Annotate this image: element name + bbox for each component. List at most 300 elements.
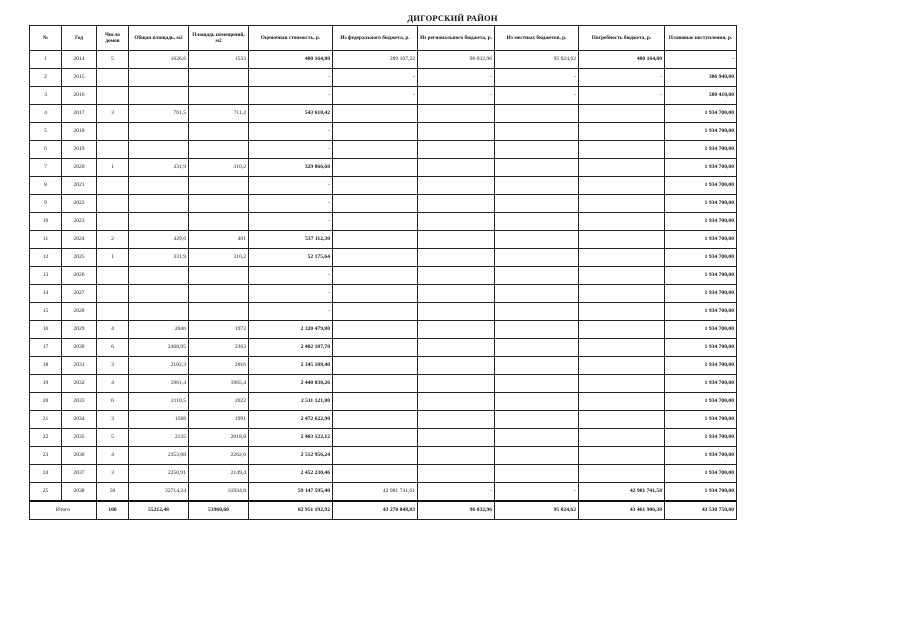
cell-need: [579, 105, 665, 123]
cell-need: [579, 465, 665, 483]
cell-local: [495, 267, 579, 285]
cell-n: 2: [30, 69, 62, 87]
table-row: [30, 195, 737, 213]
cell-federal: 42 981 741,61: [333, 483, 418, 502]
cell-need: [579, 339, 665, 357]
cell-houses: 6: [97, 393, 129, 411]
cell-year: 2025: [62, 249, 97, 267]
cell-area: [129, 87, 189, 105]
cell-need: [579, 411, 665, 429]
cell-local: [495, 231, 579, 249]
table-row: [30, 51, 737, 69]
cell-federal: 289 107,22: [333, 51, 418, 69]
cell-houses: [97, 285, 129, 303]
cell-plan: 1 934 700,00: [665, 375, 737, 393]
cell-regional: [418, 411, 495, 429]
cell-plan: 1 934 700,00: [665, 285, 737, 303]
cell-year: 2029: [62, 321, 97, 339]
cell-cost: -: [249, 141, 333, 159]
page-title: ДИГОРСКИЙ РАЙОН: [407, 13, 498, 23]
cell-n: 7: [30, 159, 62, 177]
table-row: [30, 141, 737, 159]
cell-houses: [97, 213, 129, 231]
col-federal-header: Из федерального бюджета, р.: [333, 26, 418, 51]
cell-need: [579, 285, 665, 303]
cell-houses: 5: [97, 51, 129, 69]
cell-federal: [333, 393, 418, 411]
cell-area: 1961,4: [129, 375, 189, 393]
cell-federal: [333, 141, 418, 159]
cell-cost: 2 345 108,40: [249, 357, 333, 375]
cell-houses: 5: [97, 429, 129, 447]
cell-federal: [333, 465, 418, 483]
cell-cost: -: [249, 285, 333, 303]
cell-houses: 1: [97, 159, 129, 177]
cell-year: 2023: [62, 213, 97, 231]
table-row: [30, 105, 737, 123]
cell-federal: [333, 357, 418, 375]
cell-regional: [418, 267, 495, 285]
cell-local: -: [495, 69, 579, 87]
cell-plan: 1 934 700,00: [665, 483, 737, 502]
table-row: [30, 357, 737, 375]
cell-houses: 50: [97, 483, 129, 502]
cell-cost: 59 147 595,40: [249, 483, 333, 502]
cell-year: 2015: [62, 69, 97, 87]
cell-year: 2032: [62, 375, 97, 393]
cell-n: 23: [30, 447, 62, 465]
total-row: [30, 501, 737, 520]
cell-n: 18: [30, 357, 62, 375]
table-row: [30, 321, 737, 339]
cell-n: 5: [30, 123, 62, 141]
table-row: [30, 483, 737, 502]
cell-federal: [333, 375, 418, 393]
cell-federal: [333, 411, 418, 429]
cell-n: 20: [30, 393, 62, 411]
cell-cost: -: [249, 213, 333, 231]
cell-need: [579, 141, 665, 159]
cell-premises: 1965,4: [189, 375, 249, 393]
cell-year: 2024: [62, 231, 97, 249]
cell-year: 2036: [62, 447, 97, 465]
total-area: 55212,48: [129, 501, 189, 520]
cell-federal: -: [333, 87, 418, 105]
cell-premises: 2262,6: [189, 447, 249, 465]
cell-local: [495, 213, 579, 231]
cell-regional: [418, 447, 495, 465]
cell-plan: 1 934 700,00: [665, 249, 737, 267]
cell-regional: [418, 285, 495, 303]
cell-n: 13: [30, 267, 62, 285]
cell-n: 19: [30, 375, 62, 393]
cell-year: 2027: [62, 285, 97, 303]
cell-plan: 1 934 700,00: [665, 357, 737, 375]
cell-local: [495, 105, 579, 123]
cell-local: [495, 141, 579, 159]
table-body: [30, 51, 737, 520]
cell-premises: [189, 123, 249, 141]
cell-plan: 1 934 700,00: [665, 465, 737, 483]
cell-year: 2014: [62, 51, 97, 69]
table-row: [30, 159, 737, 177]
cell-plan: 1 934 700,00: [665, 267, 737, 285]
cell-need: [579, 231, 665, 249]
cell-area: [129, 195, 189, 213]
cell-n: 16: [30, 321, 62, 339]
cell-houses: [97, 267, 129, 285]
cell-regional: [418, 303, 495, 321]
cell-plan: 1 934 700,00: [665, 321, 737, 339]
cell-cost: -: [249, 123, 333, 141]
cell-local: [495, 447, 579, 465]
cell-federal: [333, 159, 418, 177]
cell-year: 2031: [62, 357, 97, 375]
cell-houses: 4: [97, 447, 129, 465]
cell-n: 9: [30, 195, 62, 213]
cell-regional: -: [418, 87, 495, 105]
cell-plan: 1 934 700,00: [665, 411, 737, 429]
cell-local: [495, 357, 579, 375]
cell-cost: -: [249, 69, 333, 87]
cell-federal: [333, 177, 418, 195]
table-row: [30, 375, 737, 393]
cell-need: [579, 267, 665, 285]
cell-area: [129, 123, 189, 141]
cell-need: [579, 447, 665, 465]
cell-local: [495, 465, 579, 483]
cell-regional: [418, 429, 495, 447]
cell-need: [579, 195, 665, 213]
cell-n: 6: [30, 141, 62, 159]
cell-cost: -: [249, 195, 333, 213]
cell-plan: 1 934 700,00: [665, 339, 737, 357]
cell-year: 2017: [62, 105, 97, 123]
cell-local: [495, 249, 579, 267]
cell-plan: 1 934 700,00: [665, 303, 737, 321]
cell-federal: [333, 447, 418, 465]
cell-houses: [97, 141, 129, 159]
cell-need: -: [579, 69, 665, 87]
cell-houses: [97, 303, 129, 321]
cell-federal: [333, 429, 418, 447]
cell-plan: 580 410,00: [665, 87, 737, 105]
cell-regional: [418, 339, 495, 357]
table-row: [30, 429, 737, 447]
cell-year: 2022: [62, 195, 97, 213]
cell-regional: 96 032,96: [418, 51, 495, 69]
cell-local: [495, 321, 579, 339]
total-regional: 96 032,96: [418, 501, 495, 520]
cell-need: [579, 393, 665, 411]
total-plan: 43 530 750,00: [665, 501, 737, 520]
cell-plan: 1 934 700,00: [665, 159, 737, 177]
cell-local: [495, 123, 579, 141]
table-row: [30, 303, 737, 321]
table-row: [30, 231, 737, 249]
budget-table: [29, 25, 737, 520]
cell-premises: 1991: [189, 411, 249, 429]
table-row: [30, 339, 737, 357]
cell-area: [129, 303, 189, 321]
cell-need: [579, 159, 665, 177]
cell-regional: [418, 123, 495, 141]
table-row: [30, 249, 737, 267]
cell-premises: [189, 69, 249, 87]
cell-area: 2135: [129, 429, 189, 447]
cell-regional: [418, 375, 495, 393]
cell-year: 2037: [62, 465, 97, 483]
col-regional-header: Из регионального бюджета, р.: [418, 26, 495, 51]
cell-n: 8: [30, 177, 62, 195]
cell-premises: [189, 195, 249, 213]
col-local-header: Из местных бюджетов, р.: [495, 26, 579, 51]
cell-plan: 1 934 700,00: [665, 105, 737, 123]
cell-area: 1588: [129, 411, 189, 429]
cell-cost: 2 402 187,70: [249, 339, 333, 357]
cell-houses: [97, 123, 129, 141]
cell-houses: [97, 177, 129, 195]
cell-houses: 6: [97, 339, 129, 357]
cell-premises: 1972: [189, 321, 249, 339]
table-row: [30, 87, 737, 105]
cell-premises: 310,2: [189, 159, 249, 177]
cell-area: 331,9: [129, 159, 189, 177]
cell-federal: -: [333, 69, 418, 87]
cell-year: 2020: [62, 159, 97, 177]
col-number-header: №: [30, 26, 62, 51]
cell-cost: 2 452 230,46: [249, 465, 333, 483]
total-label: Итого: [30, 501, 97, 520]
cell-premises: [189, 285, 249, 303]
cell-federal: [333, 321, 418, 339]
cell-houses: [97, 195, 129, 213]
cell-n: 11: [30, 231, 62, 249]
table-row: [30, 177, 737, 195]
cell-plan: 1 934 700,00: [665, 447, 737, 465]
total-premises: 53960,60: [189, 501, 249, 520]
cell-premises: 2363: [189, 339, 249, 357]
cell-local: [495, 411, 579, 429]
cell-n: 3: [30, 87, 62, 105]
cell-area: 761,5: [129, 105, 189, 123]
cell-regional: [418, 465, 495, 483]
cell-federal: [333, 339, 418, 357]
table-row: [30, 465, 737, 483]
cell-regional: [418, 159, 495, 177]
cell-cost: 52 175,64: [249, 249, 333, 267]
total-need: 43 461 906,38: [579, 501, 665, 520]
table-header-row: [30, 26, 737, 51]
cell-plan: 1 934 700,00: [665, 393, 737, 411]
cell-area: 429,6: [129, 231, 189, 249]
cell-need: [579, 249, 665, 267]
cell-houses: [97, 69, 129, 87]
cell-regional: [418, 105, 495, 123]
cell-cost: -: [249, 303, 333, 321]
cell-federal: [333, 249, 418, 267]
cell-need: [579, 321, 665, 339]
cell-need: [579, 429, 665, 447]
cell-premises: 31934,8: [189, 483, 249, 502]
cell-federal: [333, 123, 418, 141]
cell-n: 15: [30, 303, 62, 321]
table-row: [30, 267, 737, 285]
cell-local: [495, 195, 579, 213]
cell-local: [495, 159, 579, 177]
cell-federal: [333, 267, 418, 285]
cell-year: 2018: [62, 123, 97, 141]
cell-n: 17: [30, 339, 62, 357]
col-year-header: Год: [62, 26, 97, 51]
cell-plan: 1 934 700,00: [665, 213, 737, 231]
cell-regional: [418, 195, 495, 213]
cell-cost: -: [249, 177, 333, 195]
cell-n: 24: [30, 465, 62, 483]
cell-cost: 2 511 121,80: [249, 393, 333, 411]
total-federal: 43 270 848,83: [333, 501, 418, 520]
table-row: [30, 411, 737, 429]
cell-need: [579, 357, 665, 375]
cell-area: 2102,3: [129, 357, 189, 375]
cell-n: 4: [30, 105, 62, 123]
cell-year: 2016: [62, 87, 97, 105]
cell-plan: 1 934 700,00: [665, 177, 737, 195]
cell-premises: [189, 177, 249, 195]
cell-cost: 2 512 956,24: [249, 447, 333, 465]
cell-regional: [418, 249, 495, 267]
cell-federal: [333, 213, 418, 231]
cell-plan: 1 934 700,00: [665, 429, 737, 447]
cell-premises: [189, 213, 249, 231]
total-houses: 100: [97, 501, 129, 520]
cell-area: [129, 285, 189, 303]
cell-premises: 401: [189, 231, 249, 249]
cell-area: [129, 69, 189, 87]
cell-federal: [333, 285, 418, 303]
cell-premises: 711,2: [189, 105, 249, 123]
cell-regional: [418, 213, 495, 231]
cell-local: [495, 177, 579, 195]
cell-houses: 3: [97, 465, 129, 483]
cell-houses: 3: [97, 411, 129, 429]
cell-need: [579, 177, 665, 195]
cell-local: [495, 339, 579, 357]
table-row: [30, 393, 737, 411]
cell-year: 2019: [62, 141, 97, 159]
table-row: [30, 285, 737, 303]
cell-need: [579, 375, 665, 393]
cell-area: 2110,5: [129, 393, 189, 411]
col-planned-income-header: Плановые поступления, р.: [665, 26, 737, 51]
cell-regional: [418, 393, 495, 411]
cell-cost: 2 440 830,26: [249, 375, 333, 393]
cell-cost: 329 866,68: [249, 159, 333, 177]
cell-year: 2021: [62, 177, 97, 195]
cell-year: 2034: [62, 411, 97, 429]
cell-year: 2038: [62, 483, 97, 502]
cell-area: 2468,95: [129, 339, 189, 357]
cell-premises: 1533: [189, 51, 249, 69]
cell-cost: -: [249, 267, 333, 285]
cell-n: 14: [30, 285, 62, 303]
cell-local: [495, 285, 579, 303]
cell-need: -: [579, 87, 665, 105]
total-cost: 82 951 192,92: [249, 501, 333, 520]
cell-area: [129, 213, 189, 231]
col-houses-header: Число домов: [97, 26, 129, 51]
cell-plan: -: [665, 51, 737, 69]
cell-plan: 1 934 700,00: [665, 141, 737, 159]
col-total-area-header: Общая площадь, м2: [129, 26, 189, 51]
cell-regional: [418, 141, 495, 159]
cell-local: [495, 303, 579, 321]
cell-houses: 2: [97, 231, 129, 249]
cell-premises: 2016: [189, 357, 249, 375]
cell-federal: [333, 303, 418, 321]
cell-premises: [189, 267, 249, 285]
table-row: [30, 447, 737, 465]
cell-n: 21: [30, 411, 62, 429]
cell-premises: [189, 141, 249, 159]
cell-area: 331,9: [129, 249, 189, 267]
cell-area: 2353,68: [129, 447, 189, 465]
cell-houses: 4: [97, 375, 129, 393]
cell-regional: -: [418, 69, 495, 87]
cell-year: 2026: [62, 267, 97, 285]
cell-need: [579, 303, 665, 321]
cell-area: 32714,24: [129, 483, 189, 502]
table-row: [30, 123, 737, 141]
cell-cost: 537 112,30: [249, 231, 333, 249]
cell-houses: [97, 87, 129, 105]
cell-plan: 1 934 700,00: [665, 195, 737, 213]
cell-regional: [418, 177, 495, 195]
cell-federal: [333, 105, 418, 123]
cell-federal: [333, 195, 418, 213]
cell-premises: 2022: [189, 393, 249, 411]
cell-houses: 1: [97, 249, 129, 267]
cell-area: [129, 177, 189, 195]
cell-local: [495, 429, 579, 447]
cell-n: 25: [30, 483, 62, 502]
cell-area: 1626,6: [129, 51, 189, 69]
cell-premises: 2149,4: [189, 465, 249, 483]
cell-premises: [189, 87, 249, 105]
cell-houses: 3: [97, 357, 129, 375]
cell-n: 10: [30, 213, 62, 231]
cell-regional: [418, 321, 495, 339]
cell-n: 22: [30, 429, 62, 447]
table-row: [30, 213, 737, 231]
cell-cost: -: [249, 87, 333, 105]
cell-n: 1: [30, 51, 62, 69]
cell-local: 95 024,62: [495, 51, 579, 69]
cell-plan: 386 940,00: [665, 69, 737, 87]
table-row: [30, 69, 737, 87]
cell-premises: [189, 303, 249, 321]
cell-cost: 543 618,42: [249, 105, 333, 123]
cell-federal: [333, 231, 418, 249]
cell-regional: -: [418, 483, 495, 502]
cell-cost: 480 164,80: [249, 51, 333, 69]
cell-cost: 2 320 479,80: [249, 321, 333, 339]
cell-houses: 3: [97, 105, 129, 123]
cell-need: [579, 213, 665, 231]
cell-local: [495, 375, 579, 393]
cell-n: 12: [30, 249, 62, 267]
cell-plan: 1 934 700,00: [665, 231, 737, 249]
